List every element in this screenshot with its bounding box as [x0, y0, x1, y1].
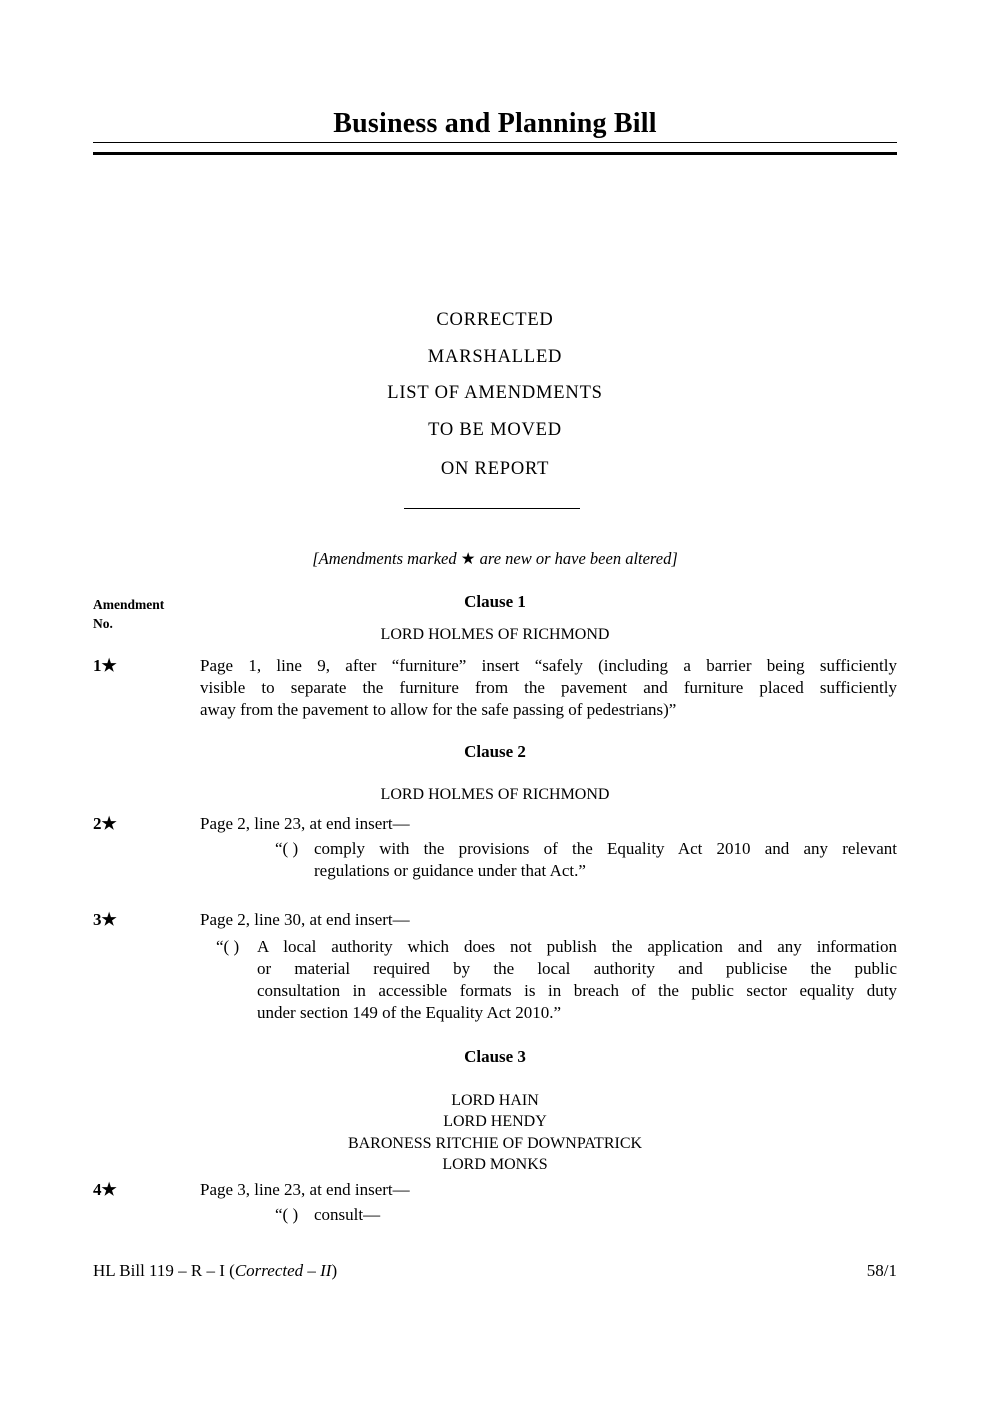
- clause-3-row: [93, 1047, 897, 1069]
- amendment-4-subparagraph: [275, 1204, 897, 1226]
- amendment-2-text: [200, 813, 897, 882]
- sponsor-name: BARONESS RITCHIE OF DOWNPATRICK: [347, 1134, 643, 1152]
- amendment-1-line: visible to separate the furniture from the pavement and furniture placed sufficiently: [200, 678, 897, 697]
- sponsor-name: LORD MONKS: [442, 1156, 548, 1174]
- amendment-3-lead: Page 2, line 30, at end insert—: [200, 910, 410, 929]
- clause-3-sponsors: [93, 1090, 897, 1176]
- clause-1-heading: Clause 1: [464, 592, 526, 611]
- cover-line-report: ON REPORT: [440, 459, 550, 479]
- clause-2-heading: Clause 2: [464, 742, 526, 761]
- clause-2-row: [93, 742, 897, 764]
- amendment-4-lead: Page 3, line 23, at end insert—: [200, 1180, 410, 1199]
- cover-heading: [93, 302, 897, 488]
- amendment-1-text: [200, 655, 897, 721]
- star-icon: ★: [460, 549, 476, 568]
- amendment-2-number: 2★: [93, 814, 117, 833]
- separator-rule: [404, 508, 580, 509]
- clause-3-heading: Clause 3: [464, 1047, 526, 1066]
- amendment-1-number: 1★: [93, 656, 117, 675]
- amendment-2-sub-line: regulations or guidance under that Act.”: [314, 861, 586, 880]
- bill-reference-corrected: Corrected – II: [234, 1261, 332, 1280]
- amendment-3-sub-line: or material required by the local authority and publicise the public: [257, 959, 897, 978]
- amendment-4-number: 4★: [93, 1180, 117, 1199]
- cover-line-marshalled: MARSHALLED: [427, 346, 563, 367]
- amendment-3-sub-line: under section 149 of the Equality Act 2010.”: [257, 1003, 562, 1022]
- amendment-2: [93, 813, 897, 882]
- amendment-3: [93, 909, 897, 1024]
- subparagraph-marker: “( ): [275, 839, 299, 858]
- amendment-3-sub-line: consultation in accessible formats is in breach of the public sector equality duty: [257, 981, 897, 1000]
- bill-reference-suffix: ): [331, 1261, 338, 1280]
- sponsor-name: LORD HENDY: [443, 1113, 547, 1131]
- amendment-no-label-line1: Amendment: [93, 597, 165, 612]
- cover-line-list: LIST OF AMENDMENTS: [387, 383, 603, 403]
- amendment-1: [93, 655, 897, 721]
- sheet-number: 58/1: [866, 1261, 897, 1280]
- amendment-3-subparagraph: [216, 936, 897, 1024]
- amendment-3-sub-line: A local authority which does not publish the application and any information: [257, 937, 897, 956]
- clause-2-sponsor: LORD HOLMES OF RICHMOND: [380, 786, 610, 803]
- subparagraph-marker: “( ): [275, 1205, 299, 1224]
- amendment-2-lead: Page 2, line 23, at end insert—: [200, 814, 410, 833]
- title-double-rule: [93, 142, 897, 155]
- bill-title: Business and Planning Bill: [333, 108, 657, 139]
- clause-1-row: [93, 592, 897, 631]
- amendment-4-sub-line: consult—: [314, 1205, 381, 1224]
- amendment-2-subparagraph: [275, 838, 897, 882]
- amendment-2-sub-line: comply with the provisions of the Equality Act 2010 and any relevant: [314, 839, 897, 858]
- amendments-note: [93, 549, 897, 569]
- subparagraph-marker: “( ): [216, 937, 240, 956]
- amendment-4: [93, 1179, 897, 1226]
- note-prefix: [Amendments marked: [312, 549, 461, 568]
- amendment-3-number: 3★: [93, 910, 117, 929]
- bill-reference: [93, 1261, 337, 1281]
- amendment-1-line: away from the pavement to allow for the safe passing of pedestrians)”: [200, 700, 677, 719]
- amendment-4-text: [200, 1179, 897, 1226]
- amendment-no-label-line2: No.: [93, 616, 113, 631]
- note-suffix: are new or have been altered]: [475, 549, 678, 568]
- amendment-3-text: [200, 909, 897, 1024]
- cover-line-corrected: CORRECTED: [436, 310, 554, 330]
- clause-1-sponsor: LORD HOLMES OF RICHMOND: [380, 626, 610, 643]
- sponsor-name: LORD HAIN: [451, 1092, 539, 1109]
- cover-line-moved: TO BE MOVED: [428, 419, 562, 440]
- amendment-1-line: Page 1, line 9, after “furniture” insert “safely (including a barrier being sufficiently: [200, 656, 897, 675]
- bill-reference-prefix: HL Bill 119 – R – I (: [93, 1261, 235, 1280]
